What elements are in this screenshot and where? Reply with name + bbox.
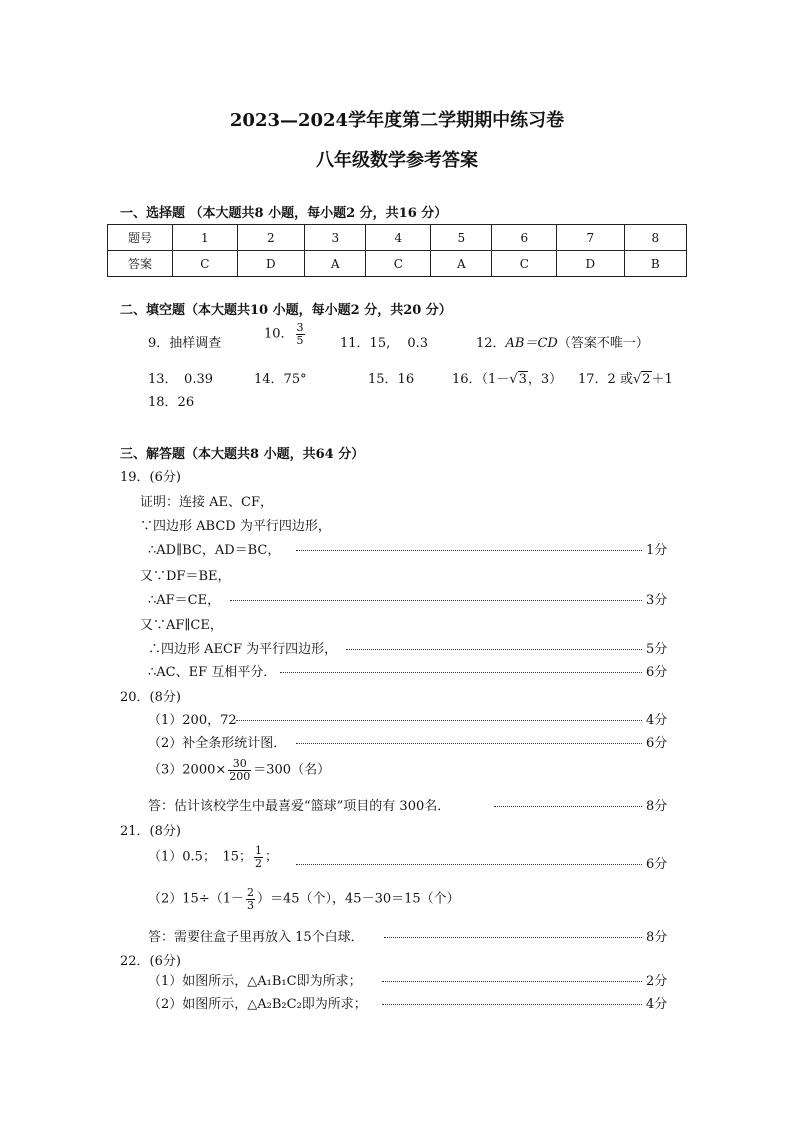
table-cell: D xyxy=(237,251,304,277)
table-cell: C xyxy=(173,251,238,277)
section-1-heading: 一、选择题 （本大题共8 小题，每小题2 分，共16 分） xyxy=(120,206,448,221)
answer-q13: 13． 0.39 xyxy=(148,372,213,387)
q12-note: （答案不唯一） xyxy=(557,336,649,351)
q12-expression: AB＝CD xyxy=(505,336,558,351)
q20-expr-prefix: （3）2000× xyxy=(148,762,227,778)
q22-line-2: （2）如图所示，△A₂B₂C₂即为所求； xyxy=(148,997,367,1012)
document-title: 2023—2024学年度第二学期期中练习卷 xyxy=(229,110,565,131)
score-label: 6分 xyxy=(646,736,668,751)
answer-q14: 14．75° xyxy=(254,372,307,387)
answer-q11: 11．15, 0.3 xyxy=(340,336,429,351)
q19-line-8: ∴AC、EF 互相平分． xyxy=(148,665,277,680)
fraction-denominator: 3 xyxy=(246,898,254,912)
leader-dots xyxy=(236,720,642,721)
leader-dots xyxy=(230,600,642,601)
q21-expr2-suffix: ）＝45（个），45－30＝15（个） xyxy=(256,891,460,907)
answer-q15: 15．16 xyxy=(368,372,415,387)
fraction xyxy=(228,758,251,782)
answer-table xyxy=(107,224,687,277)
table-cell: C xyxy=(492,251,557,277)
score-label: 6分 xyxy=(646,665,668,680)
q20-line-3 xyxy=(148,758,330,782)
score-label: 8分 xyxy=(646,799,668,814)
fraction xyxy=(246,887,255,911)
q19-line-2: ∵四边形 ABCD 为平行四边形， xyxy=(140,519,331,534)
q21-line-2 xyxy=(148,887,460,911)
table-row xyxy=(108,251,687,277)
q22-heading: 22．(6分) xyxy=(120,954,181,969)
fraction-denominator: 5 xyxy=(296,333,304,347)
answer-q18: 18．26 xyxy=(148,395,195,410)
table-cell: C xyxy=(366,251,431,277)
table-cell: A xyxy=(305,251,366,277)
q19-line-1: 证明：连接 AE、CF， xyxy=(140,495,273,510)
table-cell: D xyxy=(557,251,624,277)
table-cell: 5 xyxy=(431,225,492,251)
q17-prefix: 17．2 或 xyxy=(578,372,633,387)
table-cell: B xyxy=(624,251,686,277)
table-header-cell: 答案 xyxy=(108,251,173,277)
fraction-numerator: 1 xyxy=(255,844,262,857)
answer-q16: 16．（1－√3，3） xyxy=(452,372,563,387)
answer-q17: 17．2 或√2＋1 xyxy=(578,372,673,387)
leader-dots xyxy=(296,743,642,744)
leader-dots xyxy=(296,864,642,865)
score-label: 6分 xyxy=(646,857,668,872)
q20-expr-suffix: ＝300（名） xyxy=(253,762,331,778)
q20-line-2: （2）补全条形统计图． xyxy=(148,736,287,751)
q20-line-1: （1）200，72 xyxy=(148,713,237,728)
table-cell: 6 xyxy=(492,225,557,251)
q16-radicand: 3 xyxy=(518,372,527,387)
fraction-denominator: 2 xyxy=(255,856,262,870)
q21-line-1 xyxy=(148,845,278,869)
q16-suffix: ，3） xyxy=(527,372,563,387)
fraction-numerator: 30 xyxy=(228,758,251,771)
q22-line-1: （1）如图所示，△A₁B₁C即为所求； xyxy=(148,974,362,989)
table-cell: A xyxy=(431,251,492,277)
q19-heading: 19．(6分) xyxy=(120,470,181,485)
document-subtitle: 八年级数学参考答案 xyxy=(316,150,478,171)
q21-line-3: 答：需要往盒子里再放入 15个白球． xyxy=(148,930,364,945)
q19-line-4: 又∵DF＝BE， xyxy=(140,569,231,584)
q12-label: 12． xyxy=(476,336,506,351)
fraction xyxy=(296,322,305,346)
fraction xyxy=(254,845,263,869)
table-cell: 8 xyxy=(624,225,686,251)
q21-expr2-prefix: （2）15÷（1－ xyxy=(148,891,244,907)
q21-expr-prefix: （1）0.5； 15； xyxy=(148,849,252,865)
leader-dots xyxy=(384,937,642,938)
score-label: 5分 xyxy=(646,642,668,657)
score-label: 8分 xyxy=(646,930,668,945)
leader-dots xyxy=(346,649,642,650)
table-cell: 4 xyxy=(366,225,431,251)
score-label: 4分 xyxy=(646,997,668,1012)
q21-heading: 21．(8分) xyxy=(120,824,181,839)
table-header-cell: 题号 xyxy=(108,225,173,251)
leader-dots xyxy=(382,1004,642,1005)
q20-heading: 20．(8分) xyxy=(120,690,181,705)
table-cell: 3 xyxy=(305,225,366,251)
answer-q9: 9．抽样调查 xyxy=(148,336,222,351)
table-cell: 7 xyxy=(557,225,624,251)
q17-suffix: ＋1 xyxy=(651,372,673,387)
leader-dots xyxy=(296,550,642,551)
score-label: 1分 xyxy=(646,543,668,558)
fraction-numerator: 3 xyxy=(296,321,304,334)
section-2-heading: 二、填空题（本大题共10 小题，每小题2 分，共20 分） xyxy=(120,303,452,318)
section-3-heading: 三、解答题（本大题共8 小题，共64 分） xyxy=(120,447,365,462)
score-label: 4分 xyxy=(646,713,668,728)
q19-line-6: 又∵AF∥CE， xyxy=(140,618,223,633)
score-label: 2分 xyxy=(646,974,668,989)
leader-dots xyxy=(494,806,642,807)
answer-q12 xyxy=(476,332,649,351)
table-row xyxy=(108,225,687,251)
q21-expr-suffix: ； xyxy=(265,849,279,865)
q20-line-4: 答：估计该校学生中最喜爱“篮球”项目的有 300名． xyxy=(148,799,451,814)
q17-radicand: 2 xyxy=(642,372,651,387)
table-cell: 2 xyxy=(237,225,304,251)
leader-dots xyxy=(280,672,642,673)
leader-dots xyxy=(382,981,642,982)
answer-q10 xyxy=(264,322,307,346)
q10-label: 10． xyxy=(264,326,294,342)
q19-line-7: ∴四边形 AECF 为平行四边形， xyxy=(148,642,338,657)
q16-prefix: 16．（1－ xyxy=(452,372,510,387)
q19-line-5: ∴AF＝CE， xyxy=(148,593,221,608)
fraction-numerator: 2 xyxy=(246,886,254,899)
fraction-denominator: 200 xyxy=(229,769,251,783)
table-cell: 1 xyxy=(173,225,238,251)
score-label: 3分 xyxy=(646,593,668,608)
q19-line-3: ∴AD∥BC，AD＝BC， xyxy=(148,543,281,558)
